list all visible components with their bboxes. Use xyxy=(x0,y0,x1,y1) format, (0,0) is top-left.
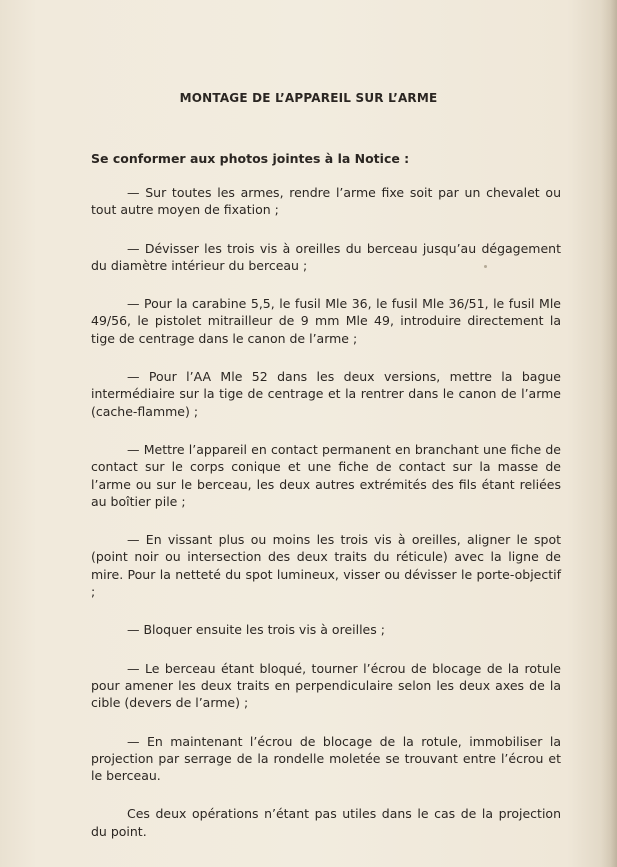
section-intro: Se conformer aux photos jointes à la Notice : xyxy=(91,151,410,166)
instruction-paragraph: — Sur toutes les armes, rendre l’arme fixe soit par un chevalet ou tout autre moyen de fixation ; xyxy=(91,185,561,218)
instruction-paragraph: — Bloquer ensuite les trois vis à oreilles ; xyxy=(127,622,385,638)
page-title: MONTAGE DE L’APPAREIL SUR L’ARME xyxy=(179,91,438,105)
instruction-paragraph: — Mettre l’appareil en contact permanent en branchant une fiche de contact sur le corps conique et une fiche de contact sur la masse de l’arme ou sur le berceau, les deux autres extrémités des fils étant reliées au boîtier pile ; xyxy=(91,441,561,509)
instruction-paragraph: — En maintenant l’écrou de blocage de la rotule, immobiliser la projection par serrage de la rondelle moletée se trouvant entre l’écrou et le berceau. xyxy=(91,733,561,784)
instruction-paragraph: — Pour la carabine 5,5, le fusil Mle 36, le fusil Mle 36/51, le fusil Mle 49/56, le pistolet mitrailleur de 9 mm Mle 49, introduire directement la tige de centrage dans le canon de l’arme ; xyxy=(91,296,561,346)
instruction-paragraph: — Le berceau étant bloqué, tourner l’écrou de blocage de la rotule pour amener les deux traits en perpendiculaire selon les deux axes de la cible (devers de l’arme) ; xyxy=(91,660,561,711)
instruction-paragraph: — Dévisser les trois vis à oreilles du berceau jusqu’au dégagement du diamètre intérieur du berceau ; xyxy=(91,240,561,273)
page-fold-shadow xyxy=(601,0,617,867)
instructions-body xyxy=(91,184,561,861)
instruction-paragraph: — Pour l’AA Mle 52 dans les deux versions, mettre la bague intermédiaire sur la tige de centrage et la rentrer dans le canon de l’arme (cache-flamme) ; xyxy=(91,369,561,419)
instruction-paragraph: — En vissant plus ou moins les trois vis à oreilles, aligner le spot (point noir ou intersection des deux traits du réticule) avec la ligne de mire. Pour la netteté du spot lumineux, visser ou dévisser le porte-objectif ; xyxy=(91,532,561,600)
closing-paragraph: Ces deux opérations n’étant pas utiles dans le cas de la projection du point. xyxy=(91,806,561,839)
